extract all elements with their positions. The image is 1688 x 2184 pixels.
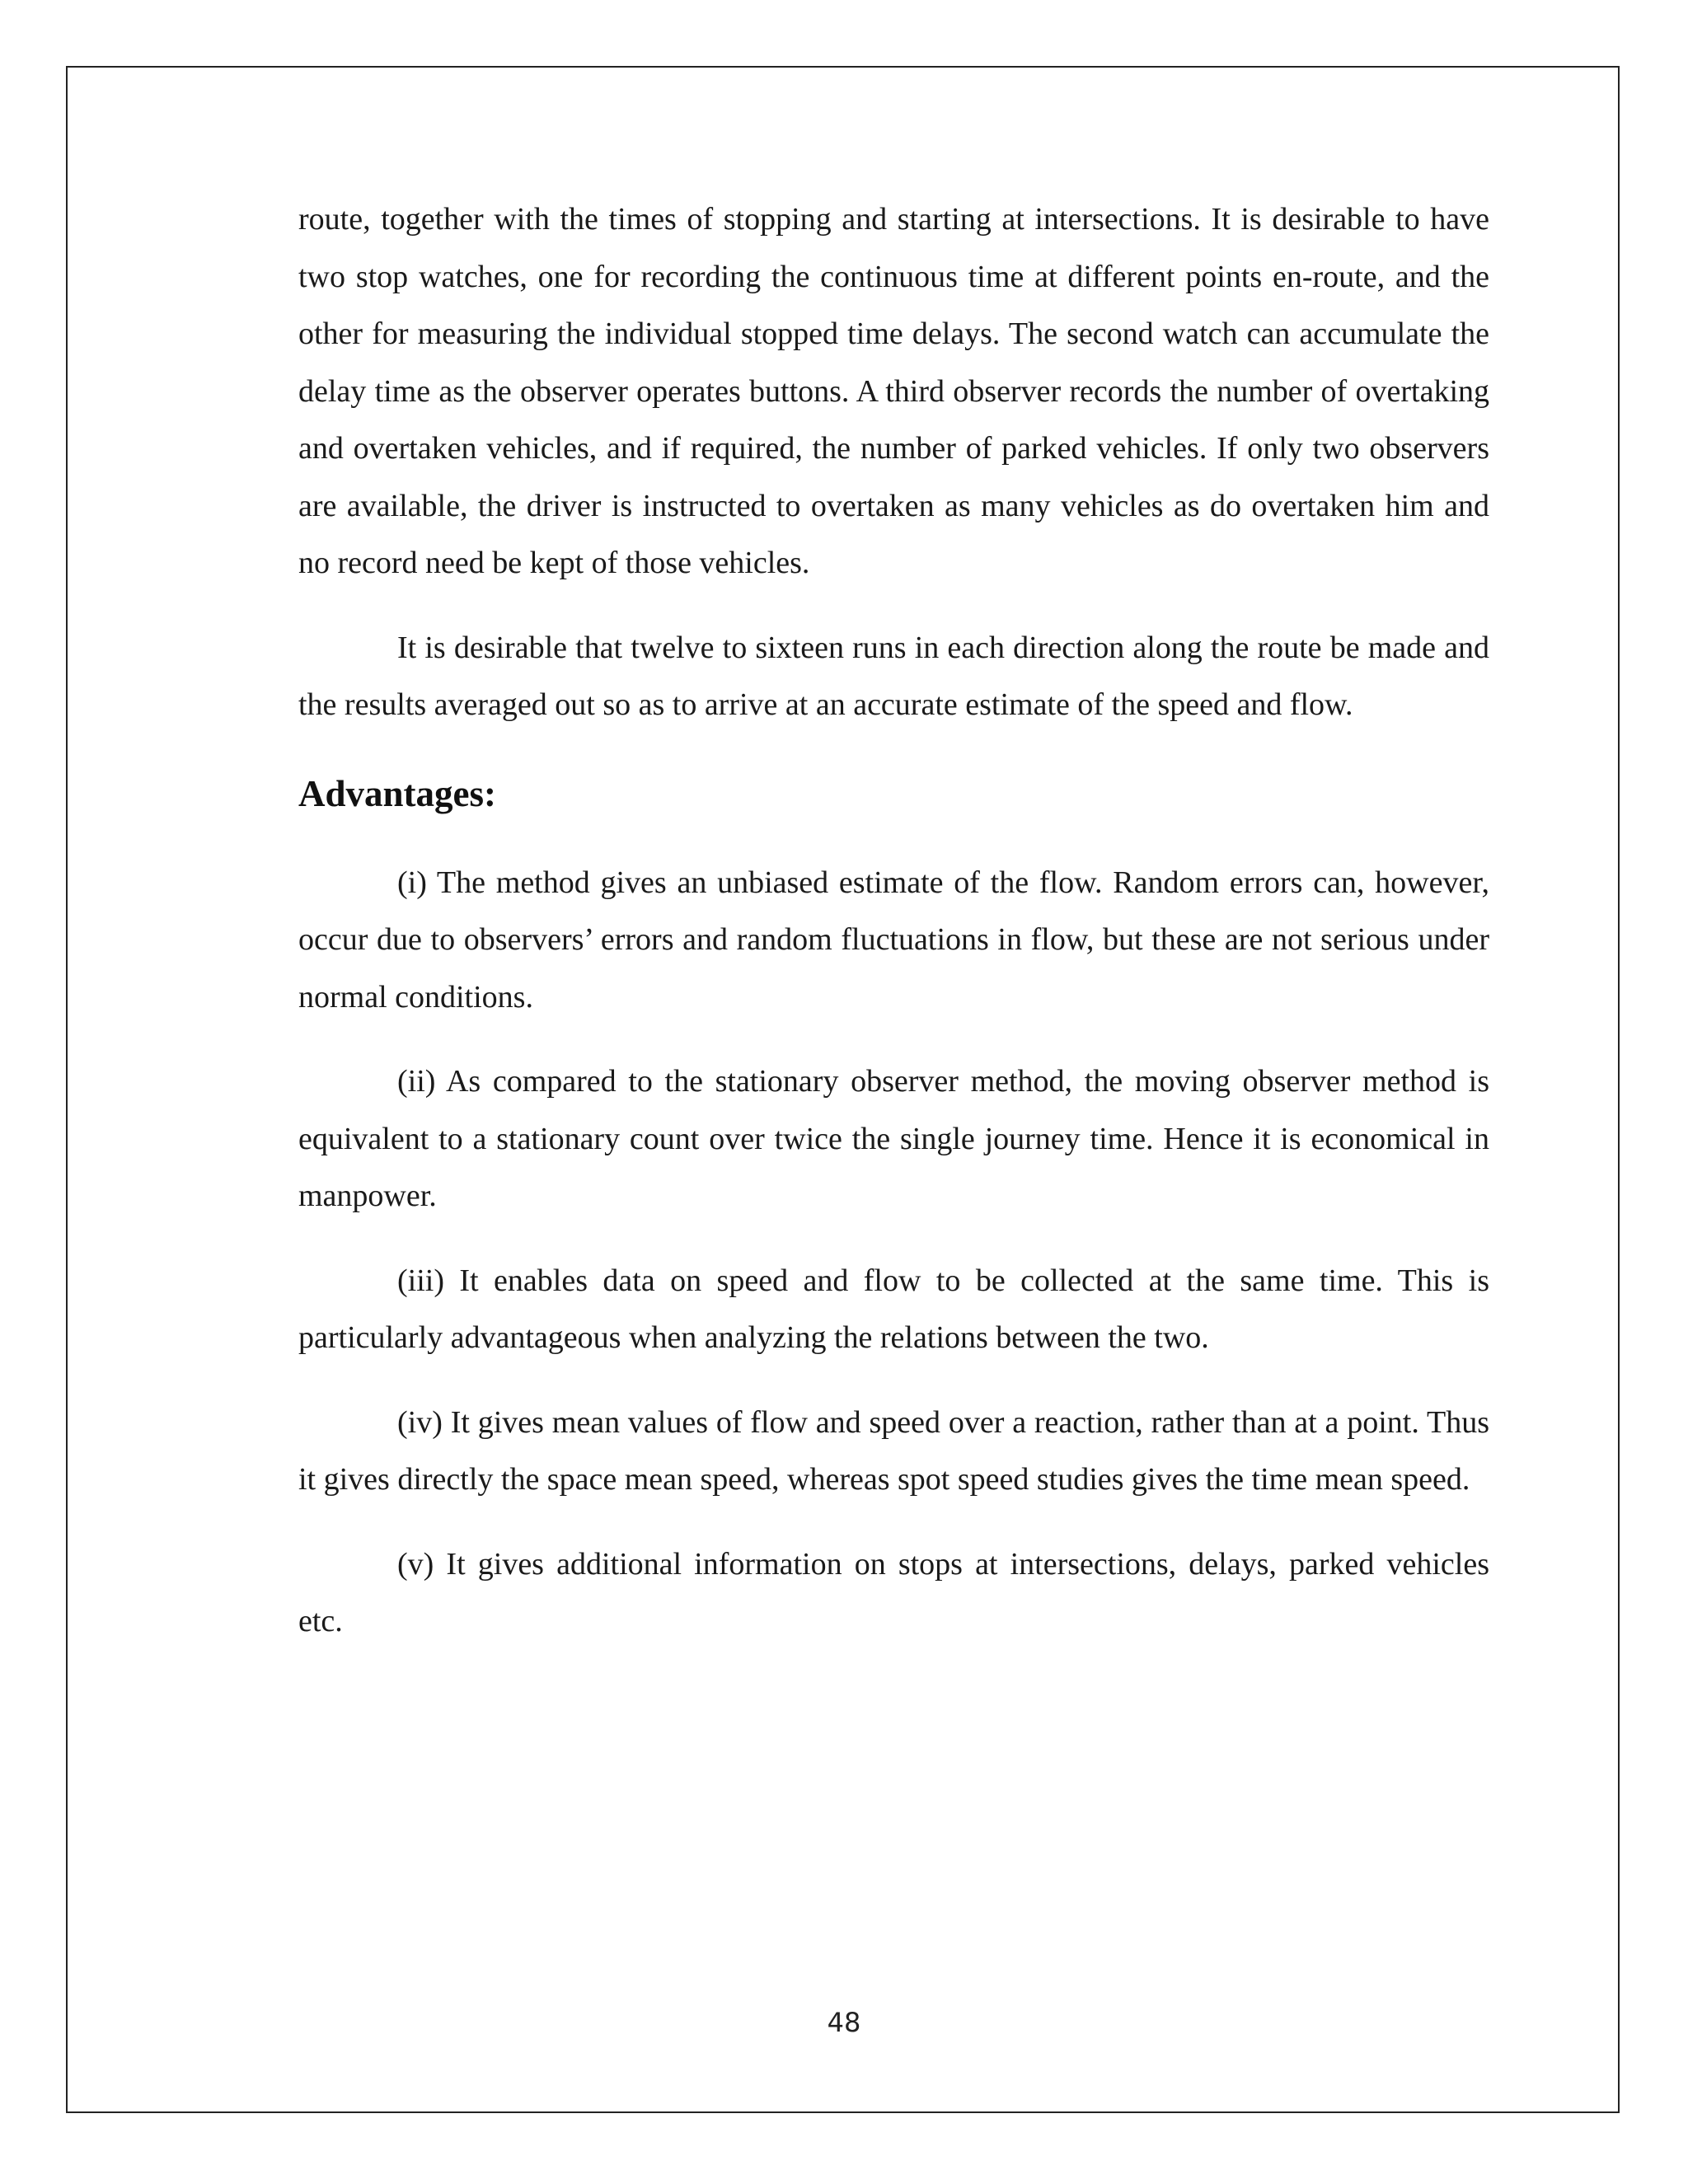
intro-paragraph: route, together with the times of stopping and starting at intersections. It is desirable to have two stop watches, one for recording the continuous time at different points en-route, and the other for measuring the individual stopped time delays. The second watch can accumulate the delay time as the observer operates buttons. A third observer records the number of overtaking and overtaken vehicles, and if required, the number of parked vehicles. If only two observers are available, the driver is instructed to overtaken as many vehicles as do overtaken him and no record need be kept of those vehicles. (298, 202, 1489, 580)
advantage-item-2: (ii) As compared to the stationary observer method, the moving observer method is equivalent to a stationary count over twice the single journey time. Hence it is economical in manpower. (298, 1064, 1489, 1213)
advantage-item-1: (i) The method gives an unbiased estimate of the flow. Random errors can, however, occur due to observers’ errors and random fluctuations in flow, but these are not serious under normal conditions. (298, 865, 1489, 1015)
advantage-item-3: (iii) It enables data on speed and flow to be collected at the same time. This is particularly advantageous when analyzing the relations between the two. (298, 1263, 1489, 1355)
advantage-item-5: (v) It gives additional information on stops at intersections, delays, parked vehicles etc. (298, 1546, 1489, 1638)
advantages-heading: Advantages: (298, 772, 497, 814)
page-content (298, 191, 1489, 1678)
runs-paragraph: It is desirable that twelve to sixteen runs in each direction along the route be made and the results averaged out so as to arrive at an accurate estimate of the speed and flow. (298, 630, 1489, 722)
advantage-item-4: (iv) It gives mean values of flow and speed over a reaction, rather than at a point. Thus it gives directly the space mean speed, whereas spot speed studies gives the time mean speed. (298, 1404, 1489, 1497)
page-number: 48 (827, 2007, 861, 2038)
